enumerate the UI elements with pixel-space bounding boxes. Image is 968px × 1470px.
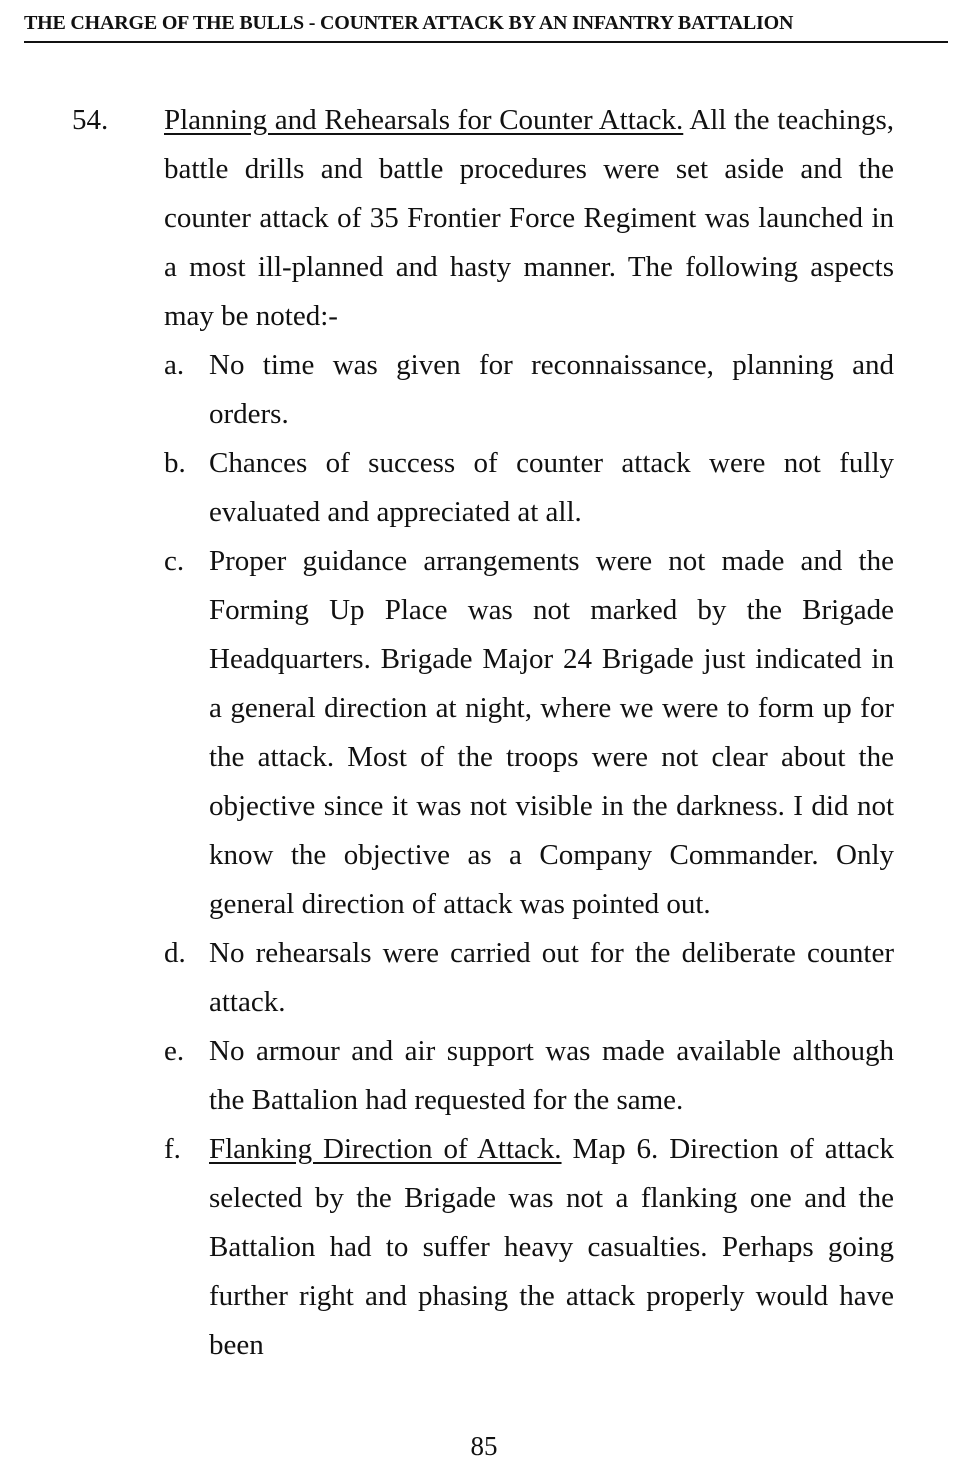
list-item-letter: d. xyxy=(164,937,186,969)
list-item-b xyxy=(0,439,968,537)
list-item-text: No armour and air support was made available although the Battalion had requested for the same. xyxy=(209,1035,894,1116)
list-item-letter: a. xyxy=(164,349,185,381)
list-item-text: Proper guidance arrangements were not made and the Forming Up Place was not marked by the Brigade Headquarters. Brigade Major 24 Brigade just indicated in a general direction at night, where we were to form up for the attack. Most of the troops were not clear about the objective since it was not visible in the darkness. I did not know the objective as a Company Commander. Only general direction of attack was pointed out. xyxy=(209,545,894,920)
paragraph-text: All the teachings, battle drills and battle procedures were set aside and the counter attack of 35 Frontier Force Regiment was launched in a most ill-planned and hasty manner. The following aspects may be noted:- xyxy=(164,104,894,332)
list-item-c xyxy=(0,537,968,929)
running-header: THE CHARGE OF THE BULLS - COUNTER ATTACK BY AN INFANTRY BATTALION xyxy=(24,12,794,34)
paragraph-body xyxy=(164,96,894,341)
list-item-a xyxy=(0,341,968,439)
page-number: 85 xyxy=(470,1431,498,1461)
list-item-body: Map 6. Direction of attack selected by the Brigade was not a flanking one and the Battalion had to suffer heavy casualties. Perhaps going further right and phasing the attack properly would have been xyxy=(209,1133,894,1361)
page-content xyxy=(0,96,968,1370)
list-item-text: No time was given for reconnaissance, planning and orders. xyxy=(209,349,894,430)
list-item-text: Chances of success of counter attack were not fully evaluated and appreciated at all. xyxy=(209,447,894,528)
list-item-letter: b. xyxy=(164,447,186,479)
list-item-text xyxy=(209,1125,894,1370)
paragraph-heading: Planning and Rehearsals for Counter Attack. xyxy=(164,104,684,136)
aspects-list xyxy=(0,341,968,1370)
list-item-letter: c. xyxy=(164,545,185,577)
list-item-letter: e. xyxy=(164,1035,185,1067)
paragraph-54 xyxy=(0,96,968,341)
list-item-text: No rehearsals were carried out for the deliberate counter attack. xyxy=(209,937,894,1018)
list-item-d xyxy=(0,929,968,1027)
list-item-f xyxy=(0,1125,968,1370)
paragraph-number: 54. xyxy=(72,104,109,136)
list-item-heading: Flanking Direction of Attack. xyxy=(209,1133,562,1165)
list-item-letter: f. xyxy=(164,1133,181,1165)
header-rule xyxy=(24,41,948,43)
list-item-e xyxy=(0,1027,968,1125)
